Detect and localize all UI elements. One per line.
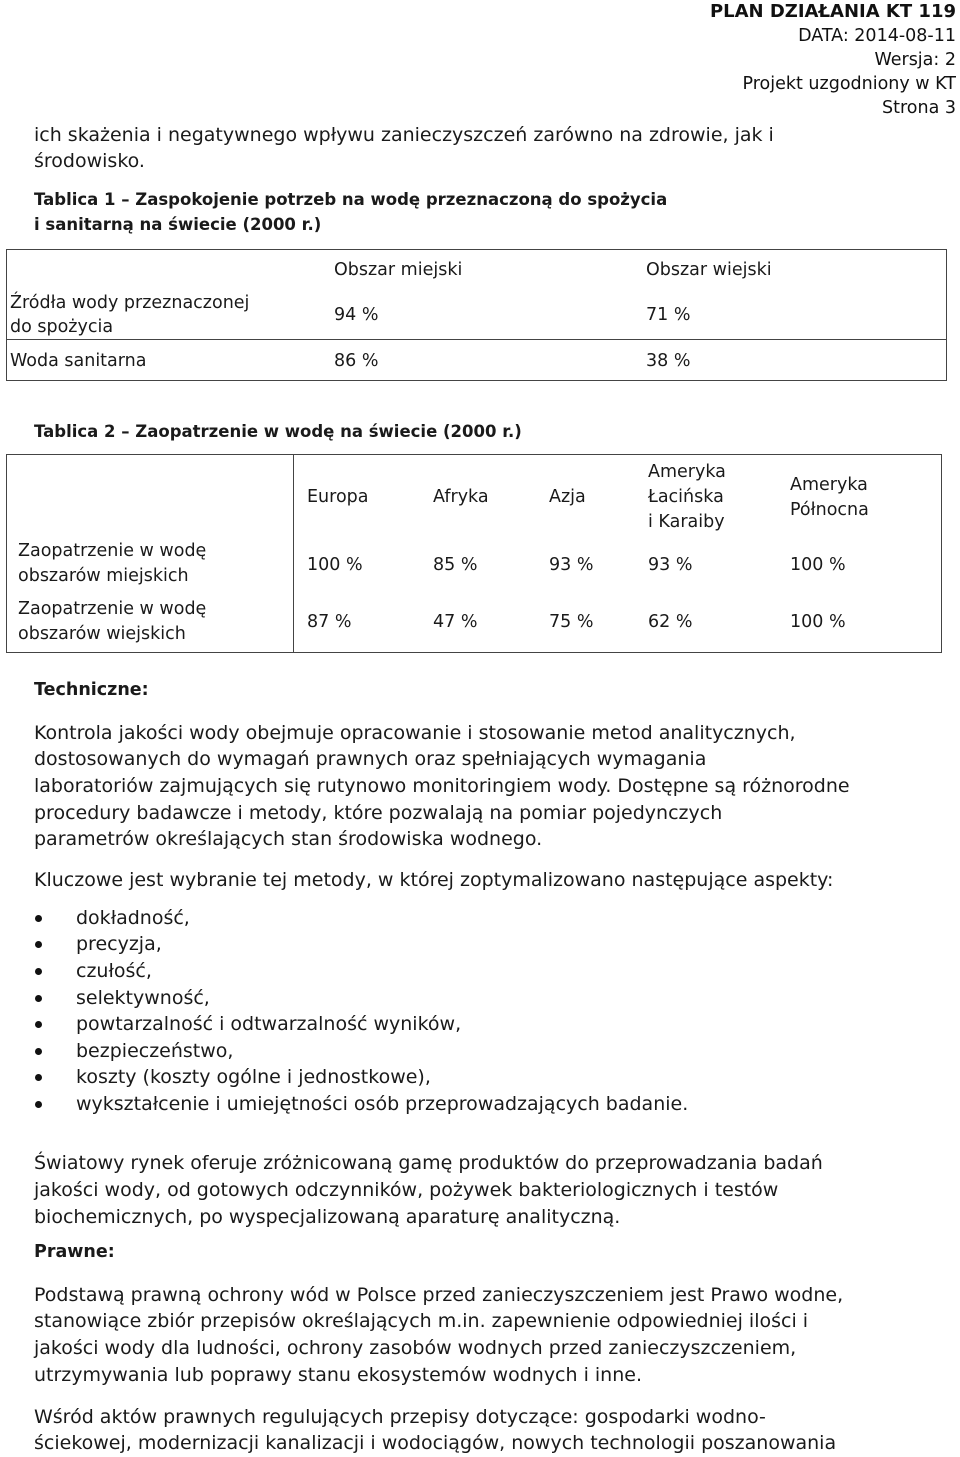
list-item: dokładność, <box>76 907 190 929</box>
table2-row1-value: 100 % <box>307 555 363 575</box>
list-item: bezpieczeństwo, <box>76 1040 234 1062</box>
document-version: Wersja: 2 <box>874 50 956 70</box>
table1-row1-rural: 71 % <box>646 305 691 325</box>
table2-row2-label-2: obszarów wiejskich <box>18 624 186 644</box>
table1-col-rural: Obszar wiejski <box>646 260 772 280</box>
legal-para2-line: Wśród aktów prawnych regulujących przepisy dotyczące: gospodarki wodno- <box>34 1406 766 1428</box>
bullet-icon <box>35 1021 42 1028</box>
technical-para1-line: parametrów określających stan środowiska wodnego. <box>34 828 543 850</box>
document-status: Projekt uzgodniony w KT <box>742 74 956 94</box>
technical-para1-line: Kontrola jakości wody obejmuje opracowanie i stosowanie metod analitycznych, <box>34 722 796 744</box>
table2-row2-value: 100 % <box>790 612 846 632</box>
page-number: Strona 3 <box>882 98 956 118</box>
table2-row2-label-1: Zaopatrzenie w wodę <box>18 599 207 619</box>
table1-caption-line-2: i sanitarną na świecie (2000 r.) <box>34 215 322 234</box>
bullet-icon <box>35 915 42 922</box>
table2-row1-value: 93 % <box>648 555 693 575</box>
table2-row1-value: 100 % <box>790 555 846 575</box>
section-heading-technical: Techniczne: <box>34 680 149 700</box>
list-item: powtarzalność i odtwarzalność wyników, <box>76 1013 462 1035</box>
technical-para1-line: laboratoriów zajmujących się rutynowo monitoringiem wody. Dostępne są różnorodne <box>34 775 850 797</box>
bullet-icon <box>35 1101 42 1108</box>
document-title: PLAN DZIAŁANIA KT 119 <box>709 1 956 22</box>
table2-col-asia: Azja <box>549 487 586 507</box>
table2-row2-value: 87 % <box>307 612 352 632</box>
document-date: DATA: 2014-08-11 <box>798 26 956 46</box>
technical-para3-line: jakości wody, od gotowych odczynników, pożywek bakteriologicznych i testów <box>34 1179 779 1201</box>
legal-para1-line: jakości wody dla ludności, ochrony zasobów wodnych przed zanieczyszczeniem, <box>34 1337 797 1359</box>
table1-col-urban: Obszar miejski <box>334 260 463 280</box>
table2-col-latam-3: i Karaiby <box>648 512 725 532</box>
table1-caption-line-1: Tablica 1 – Zaspokojenie potrzeb na wodę przeznaczoną do spożycia <box>34 190 668 209</box>
list-item: wykształcenie i umiejętności osób przeprowadzających badanie. <box>76 1093 689 1115</box>
list-item: koszty (koszty ogólne i jednostkowe), <box>76 1066 431 1088</box>
legal-para1-line: utrzymywania lub poprawy stanu ekosystemów wodnych i inne. <box>34 1364 642 1386</box>
table2-col-namerica-1: Ameryka <box>790 475 868 495</box>
legal-para1-line: Podstawą prawną ochrony wód w Polsce przed zanieczyszczeniem jest Prawo wodne, <box>34 1284 844 1306</box>
table1-row2-label: Woda sanitarna <box>10 351 147 371</box>
bullet-icon <box>35 968 42 975</box>
list-item: selektywność, <box>76 987 210 1009</box>
table2-row1-value: 85 % <box>433 555 478 575</box>
table2-row2-value: 75 % <box>549 612 594 632</box>
table2-row1-label-2: obszarów miejskich <box>18 566 189 586</box>
intro-line-2: środowisko. <box>34 150 145 172</box>
table2-row1-value: 93 % <box>549 555 594 575</box>
table1-row1-label-1: Źródła wody przeznaczonej <box>10 293 250 313</box>
section-heading-legal: Prawne: <box>34 1242 115 1262</box>
intro-line-1: ich skażenia i negatywnego wpływu zanieczyszczeń zarówno na zdrowie, jak i <box>34 124 774 146</box>
table2-row2-value: 47 % <box>433 612 478 632</box>
table1-row2-rural: 38 % <box>646 351 691 371</box>
technical-para1-line: procedury badawcze i metody, które pozwalają na pomiar pojedynczych <box>34 802 723 824</box>
table2-col-namerica-2: Północna <box>790 500 869 520</box>
technical-para3-line: biochemicznych, po wyspecjalizowaną aparaturę analityczną. <box>34 1206 621 1228</box>
table1-row1-label-2: do spożycia <box>10 317 114 337</box>
bullet-icon <box>35 1074 42 1081</box>
technical-para3-line: Światowy rynek oferuje zróżnicowaną gamę produktów do przeprowadzania badań <box>34 1152 823 1174</box>
bullet-icon <box>35 941 42 948</box>
table2-caption: Tablica 2 – Zaopatrzenie w wodę na świecie (2000 r.) <box>34 422 522 441</box>
bullet-icon <box>35 995 42 1002</box>
table2-col-latam-1: Ameryka <box>648 462 726 482</box>
list-item: czułość, <box>76 960 152 982</box>
list-item: precyzja, <box>76 933 162 955</box>
technical-para1-line: dostosowanych do wymagań prawnych oraz spełniających wymagania <box>34 748 707 770</box>
table1-row2-urban: 86 % <box>334 351 379 371</box>
table1-row1-urban: 94 % <box>334 305 379 325</box>
legal-para2-line: ściekowej, modernizacji kanalizacji i wodociągów, nowych technologii poszanowania <box>34 1432 837 1454</box>
table2-col-latam-2: Łacińska <box>648 487 724 507</box>
table2-col-africa: Afryka <box>433 487 489 507</box>
technical-para2: Kluczowe jest wybranie tej metody, w której zoptymalizowano następujące aspekty: <box>34 869 834 891</box>
bullet-icon <box>35 1048 42 1055</box>
table2-row2-value: 62 % <box>648 612 693 632</box>
legal-para1-line: stanowiące zbiór przepisów określających m.in. zapewnienie odpowiedniej ilości i <box>34 1310 809 1332</box>
table2-row1-label-1: Zaopatrzenie w wodę <box>18 541 207 561</box>
table2-col-europe: Europa <box>307 487 369 507</box>
